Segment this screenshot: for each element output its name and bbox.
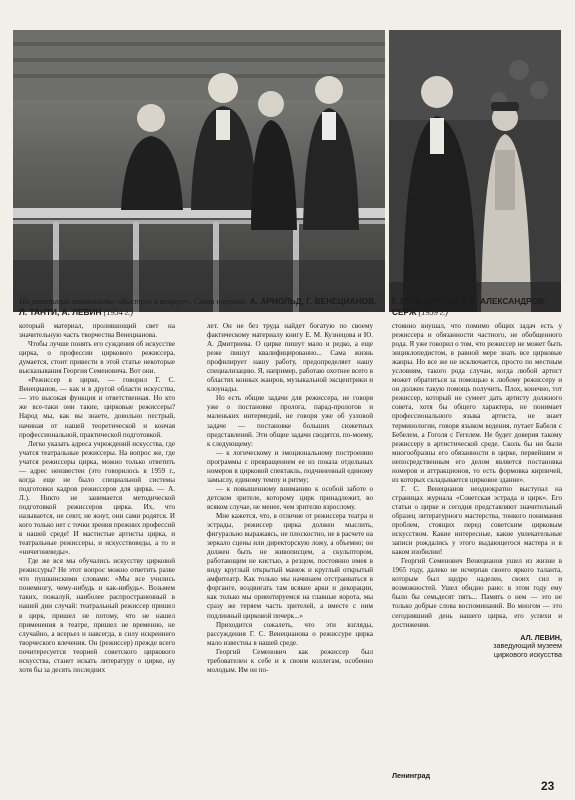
venetsianov-photo	[389, 30, 561, 312]
page-number: 23	[541, 779, 555, 793]
caption-right-names: Г. ВЕНЕЦИАНОВ и А. АЛЕКСАНДРОВ-СЕРЖ	[392, 296, 547, 317]
venetsianov-photo-image	[389, 30, 561, 312]
caption-left-names: А. АРНОЛЬД, Г. ВЕНЕЦИАНОВ, Л. ТАНТИ, А. ЛЕВИН	[19, 296, 377, 317]
paragraph: стоянно внушал, что помимо общих задач есть у режиссера и обязанности частного, не обобщенного рода. Я уже говорил о том, что режиссер не может быть энциклопедистом, в равной мере знать все цирковые жанры. Но все же не исключается, просто по местным условиям, такого рода случаи, когда любой артист может обратиться за помощью к любому режиссеру и он должен такую помощь получить. Плох, конечно, тот режиссер, который не сумеет дать артисту должного совета, хотя бы общего характера, не понимает профессионального языка артиста, не знает терминологии, говоря языком ведения, путает Бабеля с Бебелем, а Гоголя с Гегелем. Не будет доверия такому режиссеру в артистической среде. Сколь бы ни были многообразны его обязанности в цирке, первейшим и непосредственным его делом является постановка номеров и аттракционов, то есть формовка кирпичей, из которых складывается цирковое здание».	[392, 322, 562, 484]
caption-left-intro: На репетиции пантомимы «Выстрел в пещере». Слева направо:	[19, 297, 248, 306]
paragraph: «Режиссер в цирке, — говорил Г. С. Венецианов, — как и в другой области искусства, — это высокая функция и ответственная. Но кто же все-таки они такие, цирковые режиссеры? Народ мы, как вы знаете, довольно пестрый, начиная от нашей теоретической и кончая профессиональной, практической подготовкой.	[19, 376, 175, 439]
paragraph: Где же вся мы обучались искусству цирковой режиссуры? Не этот вопрос можно ответить разве что пушкинскими словами: «Мы все учились понемногу, чему-нибудь и как-нибудь». Возьмем таких, пожалуй, наиболее распространенный в нашей дни случай: театральный режиссер пришел в цирк, пришел не потому, что не нашел применения в театре, пришел не временно, не случайно, а всерьез и навсегда, в силу искреннего творческого влечения. Он (режиссер) прежде всего почитересуется теорией советского циркового искусства, станет искать литературу о цирке, ну хотя бы за десять последних	[19, 557, 175, 674]
city: Ленинград	[392, 771, 431, 780]
paragraph: Но есть общие задачи для режиссера, не говоря уже о постановке пролога, парад-прологов и маленьких интермедий, не говоря уже об узловой задаче — постановке больших сюжетных представлений. Эти общие задачи сводятся, по-моему, к следующему:	[207, 394, 373, 448]
caption-right	[392, 296, 564, 318]
article-column-3	[392, 322, 562, 659]
paragraph: Мне кажется, что, в отличие от режиссера театра и эстрады, режиссер цирка должен мыслить, фигурально выражаясь, не плоскостно, не в расчете на зеркало сцены или директорскую ложу, а объемно; он должен быть не живописцем, а скульптором, работающим не кистью, а резцом, постоянно имея в виду круглый открытый манеж и круглый открытый амфитеатр. Как только мы начинаем отстраиваться в форганге, воздвигать там всякие арки и декорации, как только мы ориентируемся на главные ворота, мы сразу же теряем часть зрителей, а вместе с ним подлинный цирковой почерк...»	[207, 511, 373, 620]
caption-right-year: (1959 г.)	[418, 308, 448, 317]
article-column-2	[207, 322, 373, 675]
paragraph: Г. С. Венецианов неоднократно выступал на страницах журнала «Советская эстрада и цирк». Его статьи о цирке и сегодня представляют значительный образец литературного мастерства, тонкого понимания проблем, стоящих перед советским цирковым искусством. Какие интересные, какие увлекательные записи рождались у этого выдающегося мастера и в каком изобилии!	[392, 484, 562, 557]
author-title-line-1: заведующий музеем	[493, 641, 562, 651]
paragraph: который материал, пролившощий свет на значительную часть творчества Венецианова.	[19, 322, 175, 340]
rehearsal-photo	[13, 30, 385, 312]
author-name: АЛ. ЛЕВИН,	[520, 632, 562, 642]
caption-left-year: (1954 г.)	[103, 308, 133, 317]
caption-left	[19, 296, 384, 318]
paragraph: — к логическому и эмоциональному построению программы с превращением ее из показа отдельных номеров в цирковой спектакль, подчиненный единому замыслу, единому темпу и ритму;	[207, 448, 373, 484]
paragraph: Приходится сожалеть, что эти взгляды, рассуждения Г. С. Венецианова о режиссуре цирка мало известны в нашей среде.	[207, 620, 373, 647]
article-column-1	[19, 322, 175, 675]
author-signature	[392, 634, 562, 660]
author-title-line-2: циркового искусства	[493, 649, 562, 659]
paragraph: Легко указать адреса учреждений искусства, где учатся театральные режиссеры. На вопрос же, где учатся режиссеры цирка, можно только ответить — адрес неизвестен (это говорилось в 1959 г., когда еще не было специальной системы подготовки кадров режиссеров для цирка. — А. Л.). Никто не занимается методической подготовкой режиссеров цирка. Их, что называется, не сеют, не жнут, они сами родятся. И кого только нет с точки зрения прежних профессий в нашей среде! И мастистые артисты цирка, и театральные режиссеры, и искусствоведы, а то и «ничегоневеды».	[19, 439, 175, 557]
paragraph: Чтобы лучше понять его суждения об искусстве цирка, о профессии циркового режиссера, думается, стоит привести в этой статье некоторые высказывания Георгия Семеновича. Вот они.	[19, 340, 175, 376]
rehearsal-photo-image	[13, 30, 385, 312]
paragraph: Георгий Семенович Венецианов ушел из жизни в 1965 году, далеко не исчерпав своего яркого таланта, которым был щедро наделен, своих сил и возможностей. Ушел обидно рано: в этом году ему было бы семьдесят пять... Память о нем — это не только добрые слова воспоминаний. Во многом — это сегодняшний день нашего цирка, его успехи и достижения.	[392, 557, 562, 629]
paragraph: Георгий Семенович как режиссер был требователен к себе и к своим коллегам, особенно молодым. Им он по-	[207, 647, 373, 674]
paragraph: лет. Он не без труда найдет богатую по своему фактическому материалу книгу Е. М. Кузнецова и Ю. А. Дмитриева. О цирке пишут мало и редко, а еще реже пишут квалифицированно... Сама жизнь профилирует нашу работу, предопределяет нашу специализацию. Я, например, работаю охотнее всего в областях конных жанров, музыкальной эксцентрики и клоунады.	[207, 322, 373, 394]
paragraph: — к повышенному вниманию к особой заботе о детском зрителе, которому цирк принадлежит, во всяком случае, не менее, чем зрителю взрослому.	[207, 484, 373, 511]
